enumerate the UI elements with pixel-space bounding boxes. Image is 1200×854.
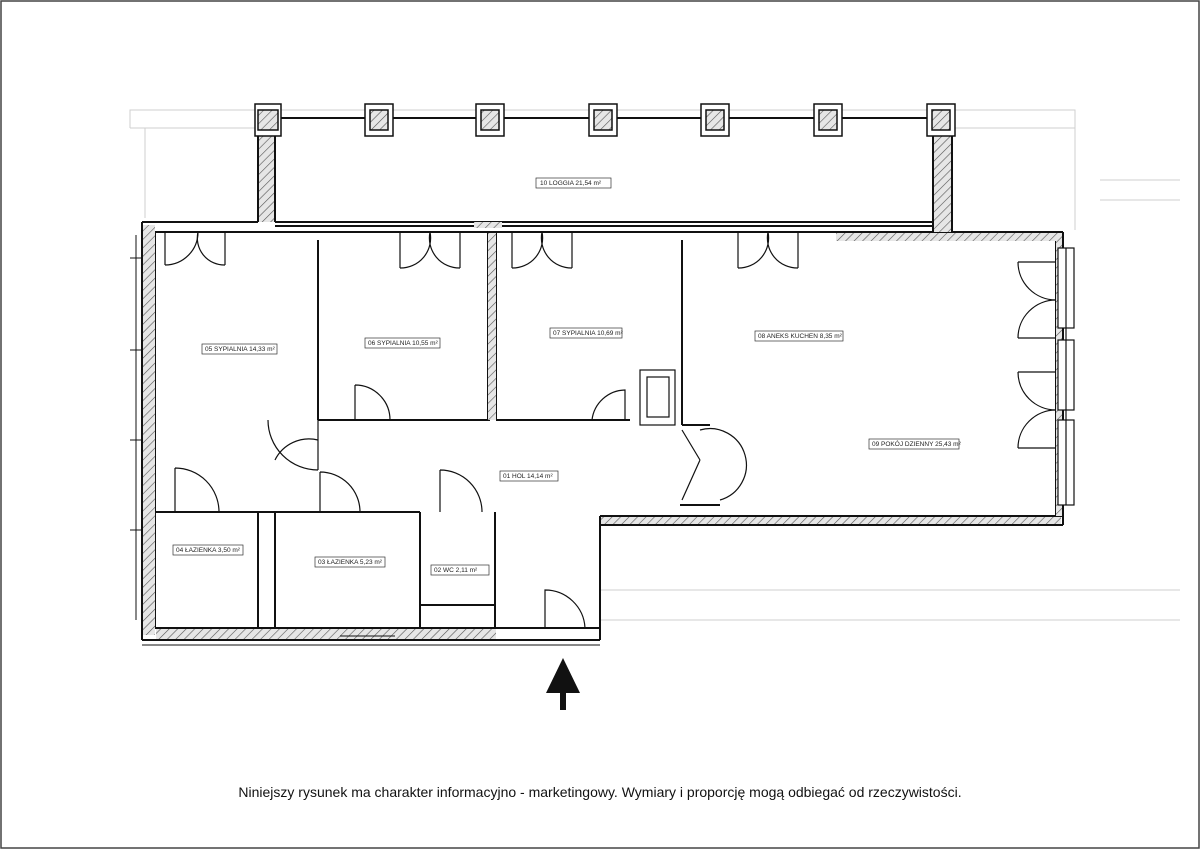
right-windows <box>1058 248 1074 505</box>
room-label-sypialnia-06: 06 SYPIALNIA 10,55 m² <box>368 340 438 347</box>
room-label-sypialnia-07: 07 SYPIALNIA 10,69 m² <box>553 330 623 337</box>
room-label-lazienka-04: 04 ŁAZIENKA 3,50 m² <box>176 547 240 554</box>
disclaimer-text: Niniejszy rysunek ma charakter informacyjno - marketingowy. Wymiary i proporcję mogą odbiegać od rzeczywistości. <box>238 784 962 800</box>
loggia-window-frames <box>255 104 955 136</box>
left-windows <box>130 235 142 620</box>
doors <box>165 232 1056 628</box>
room-label-aneks-kuchenny: 08 ANEKS KUCHEN 8,35 m² <box>758 333 842 340</box>
walls <box>142 110 1063 640</box>
kitchen-appliance <box>640 370 675 425</box>
room-label-sypialnia-05: 05 SYPIALNIA 14,33 m² <box>205 346 275 353</box>
room-label-lazienka-03: 03 ŁAZIENKA 5,23 m² <box>318 559 382 566</box>
wall-hatching <box>143 110 1062 639</box>
room-label-pokoj-dzienny: 09 POKÓJ DZIENNY 25,43 m² <box>872 441 961 448</box>
room-label-hol: 01 HOL 14,14 m² <box>503 473 553 480</box>
room-label-loggia: 10 LOGGIA 21,54 m² <box>540 180 602 187</box>
construction-lines <box>130 110 1180 620</box>
room-label-wc: 02 WC 2,11 m² <box>434 567 478 574</box>
arrow-up-icon <box>546 658 580 710</box>
